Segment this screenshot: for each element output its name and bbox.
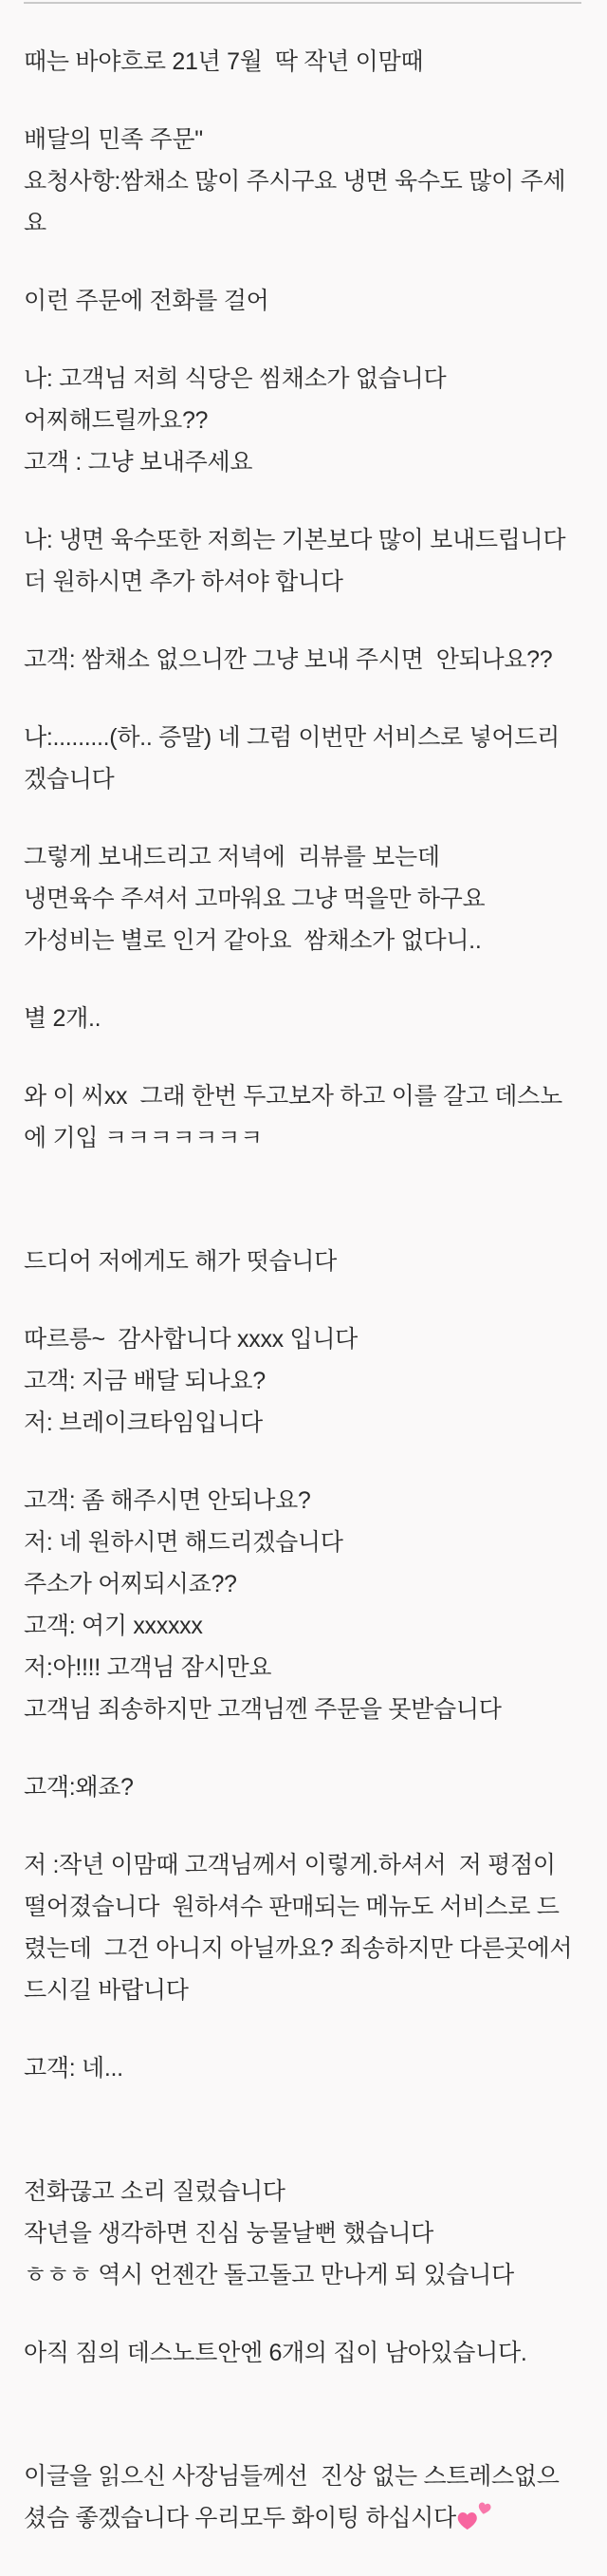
post-paragraph <box>24 2455 607 2539</box>
post-line: 셨슴 좋겠습니다 우리모두 화이팅 하십시다 <box>24 2497 607 2539</box>
post-line: 나: 고객님 저희 식당은 씸채소가 없습니다 <box>24 365 447 392</box>
post-line: 냉면육수 주셔서 고마워요 그냥 먹을만 하구요 <box>24 886 486 912</box>
post-paragraph <box>24 1318 607 1444</box>
post-line: 아직 짐의 데스노트안엔 6개의 집이 남아있습니다. <box>24 2340 527 2366</box>
post-line: 고객 : 그냥 보내주세요 <box>24 449 253 476</box>
post-line: 더 원하시면 추가 하셔야 합니다 <box>24 569 343 595</box>
post-line: 저: 네 원하시면 해드리겠습니다 <box>24 1529 343 1556</box>
post-line: 별 2개.. <box>24 1005 101 1032</box>
post-line: 드시길 바랍니다 <box>24 1977 189 2004</box>
post-paragraph <box>24 1480 607 1730</box>
post-paragraph <box>24 280 607 322</box>
post-paragraph <box>24 119 607 244</box>
post-line: 고객: 좀 해주시면 안되나요? <box>24 1487 311 1514</box>
post-paragraph <box>24 836 607 961</box>
post-line: 주소가 어찌되시죠?? <box>24 1571 237 1597</box>
post-line: 따르릉~ 감사합니다 xxxx 입니다 <box>24 1326 359 1353</box>
post-line: 에 기입 ㅋㅋㅋㅋㅋㅋㅋ <box>24 1125 263 1151</box>
post-line: 요청사항:쌈채소 많이 주시구요 냉면 육수도 많이 주세 <box>24 168 566 195</box>
post-paragraph <box>24 1241 607 1282</box>
post-paragraph <box>24 519 607 603</box>
post-line: 요 <box>24 210 46 236</box>
post-line: 전화끊고 소리 질렀습니다 <box>24 2178 285 2205</box>
top-divider <box>24 2 581 4</box>
post-paragraph <box>24 41 607 83</box>
post-paragraph <box>24 1766 607 1808</box>
post-line: 때는 바야흐로 21년 7월 딱 작년 이맘때 <box>24 48 424 75</box>
post-line: 고객: 네... <box>24 2055 123 2081</box>
post-line: 고객: 쌈채소 없으니깐 그냥 보내 주시면 안되나요?? <box>24 646 553 673</box>
post-paragraph <box>24 1844 607 2011</box>
post-line: 드디어 저에게도 해가 떳습니다 <box>24 1248 337 1275</box>
post-line: 그렇게 보내드리고 저녁에 리뷰를 보는데 <box>24 844 440 870</box>
post-paragraph <box>24 2047 607 2089</box>
post-line: 저: 브레이크타임입니다 <box>24 1409 263 1436</box>
post-line: ㅎㅎㅎ 역시 언젠간 돌고돌고 만나게 되 있습니다 <box>24 2262 514 2288</box>
post-line: 렸는데 그건 아니지 아닐까요? 죄송하지만 다른곳에서 <box>24 1935 573 1962</box>
post-paragraph <box>24 998 607 1039</box>
post-line: 저 :작년 이맘때 고객님께서 이렇게.하셔서 저 평점이 <box>24 1852 556 1878</box>
post-line: 떨어졌습니다 원하셔수 판매되는 메뉴도 서비스로 드 <box>24 1894 560 1920</box>
post-paragraph <box>24 358 607 483</box>
post-line: 고객: 여기 xxxxxx <box>24 1613 203 1639</box>
post-line: 겠습니다 <box>24 766 115 793</box>
post-line: 가성비는 별로 인거 같아요 쌈채소가 없다니.. <box>24 927 482 954</box>
two-hearts-emoji <box>457 2502 492 2531</box>
post-paragraph <box>24 639 607 681</box>
post-line: 이런 주문에 전화를 걸어 <box>24 288 269 314</box>
post-line: 저:아!!!! 고객님 잠시만요 <box>24 1654 272 1681</box>
post-line: 나:.........(하.. 증말) 네 그럼 이번만 서비스로 넣어드리 <box>24 724 560 751</box>
post-line: 와 이 씨xx 그래 한번 두고보자 하고 이를 갈고 데스노 <box>24 1083 562 1110</box>
post-line: 배달의 민족 주문" <box>24 126 203 153</box>
post-line: 고객:왜죠? <box>24 1774 134 1801</box>
post-line: 고객: 지금 배달 되나요? <box>24 1368 266 1394</box>
post-paragraph <box>24 2171 607 2296</box>
post-line: 나: 냉면 육수또한 저희는 기본보다 많이 보내드립니다 <box>24 527 566 553</box>
post-line: 어찌해드릴까요?? <box>24 407 209 434</box>
post-paragraph <box>24 717 607 800</box>
post-paragraph <box>24 1075 607 1159</box>
post-line: 이글을 읽으신 사장님들께선 진상 없는 스트레스없으 <box>24 2463 560 2490</box>
post-line: 작년을 생각하면 진심 눙물날뻔 했습니다 <box>24 2220 434 2247</box>
post-paragraph <box>24 2332 607 2374</box>
post-line: 고객님 죄송하지만 고객님껜 주문을 못받습니다 <box>24 1696 502 1723</box>
